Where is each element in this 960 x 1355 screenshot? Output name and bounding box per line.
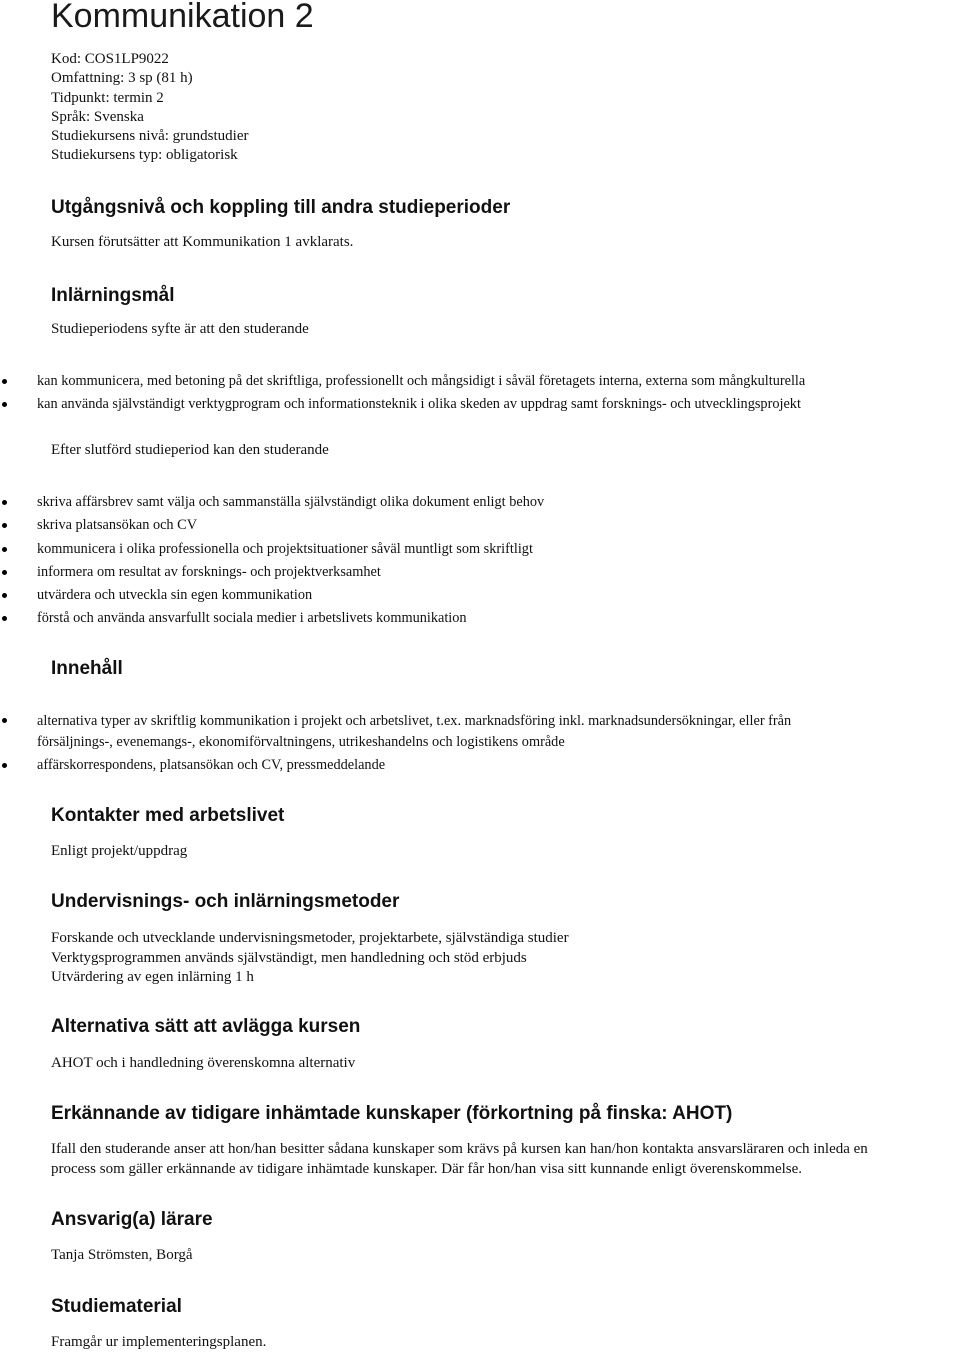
course-meta (51, 50, 248, 166)
alternativa-text: AHOT och i handledning överenskomna alternativ (51, 1055, 356, 1071)
bullet-icon (2, 402, 7, 407)
heading-larare: Ansvarig(a) lärare (51, 1209, 213, 1230)
meta-scope: Omfattning: 3 sp (81 h) (51, 70, 193, 87)
kontakter-text: Enligt projekt/uppdrag (51, 843, 188, 859)
heading-inlarningsmal: Inlärningsmål (51, 285, 175, 306)
heading-ahot: Erkännande av tidigare inhämtade kunskaper (förkortning på finska: AHOT) (51, 1103, 733, 1124)
after-intro: Efter slutförd studieperiod kan den studerande (51, 442, 329, 458)
content-item-line: försäljnings-, evenemangs-, ekonomiförvaltningens, utrikeshandelns och logistikens område (37, 733, 565, 750)
list-item: utvärdera och utveckla sin egen kommunikation (0, 584, 544, 607)
goals-list (0, 370, 805, 417)
meta-level: Studiekursens nivå: grundstudier (51, 128, 249, 145)
heading-metoder: Undervisnings- och inlärningsmetoder (51, 891, 400, 912)
list-item: kan kommunicera, med betoning på det skriftliga, professionellt och mångsidigt i såväl företagets interna, externa som mångkulturella (0, 370, 805, 393)
list-item: skriva platsansökan och CV (0, 514, 544, 537)
inlarningsmal-intro: Studieperiodens syfte är att den studerande (51, 321, 309, 337)
bullet-icon (2, 593, 7, 598)
meta-language: Språk: Svenska (51, 108, 144, 125)
bullet-icon (2, 763, 7, 768)
larare-text: Tanja Strömsten, Borgå (51, 1247, 193, 1263)
utgangsniva-text: Kursen förutsätter att Kommunikation 1 avklarats. (51, 234, 354, 250)
bullet-icon (2, 616, 7, 621)
bullet-icon (2, 570, 7, 575)
heading-kontakter: Kontakter med arbetslivet (51, 805, 285, 826)
heading-studiematerial: Studiematerial (51, 1296, 182, 1317)
metoder-text: Forskande och utvecklande undervisningsmetoder, projektarbete, självständiga studier Verktygsprogrammen används självständigt, men handledning och stöd erbjuds Utvärdering av egen inlärning 1 h (51, 930, 569, 985)
heading-utgangsniva: Utgångsnivå och koppling till andra studieperioder (51, 197, 511, 218)
heading-innehall: Innehåll (51, 658, 123, 679)
meta-type: Studiekursens typ: obligatorisk (51, 147, 238, 164)
bullet-icon (2, 718, 7, 723)
content-list (0, 711, 791, 777)
list-item: kommunicera i olika professionella och projektsituationer såväl muntligt som skriftligt (0, 538, 544, 561)
bullet-icon (2, 523, 7, 528)
meta-time: Tidpunkt: termin 2 (51, 89, 164, 106)
list-item: förstå och använda ansvarfullt sociala medier i arbetslivets kommunikation (0, 607, 544, 630)
bullet-icon (2, 547, 7, 552)
list-item: affärskorrespondens, platsansökan och CV, pressmeddelande (0, 754, 791, 777)
heading-alternativa: Alternativa sätt att avlägga kursen (51, 1016, 361, 1037)
list-item (0, 711, 791, 752)
bullet-icon (2, 379, 7, 384)
meta-code: Kod: COS1LP9022 (51, 51, 169, 67)
page-title: Kommunikation 2 (51, 0, 314, 35)
bullet-icon (2, 500, 7, 505)
list-item: skriva affärsbrev samt välja och sammanställa självständigt olika dokument enligt behov (0, 491, 544, 514)
list-item: informera om resultat av forsknings- och projektverksamhet (0, 561, 544, 584)
outcomes-list (0, 491, 544, 631)
content-item-line: alternativa typer av skriftlig kommunikation i projekt och arbetslivet, t.ex. marknadsföring inkl. marknadsundersökningar, eller från (37, 713, 792, 729)
studiematerial-text: Framgår ur implementeringsplanen. (51, 1334, 267, 1350)
ahot-text: Ifall den studerande anser att hon/han besitter sådana kunskaper som krävs på kursen kan han/hon kontakta ansvarsläraren och inleda en process som gäller erkännande av tidigare inhämtade kunskaper. Där får hon/han visa sitt kunnande enligt överenskommelse. (51, 1141, 868, 1177)
list-item: kan använda självständigt verktygprogram och informationsteknik i olika skeden av uppdrag samt forsknings- och utvecklingsprojekt (0, 393, 805, 416)
